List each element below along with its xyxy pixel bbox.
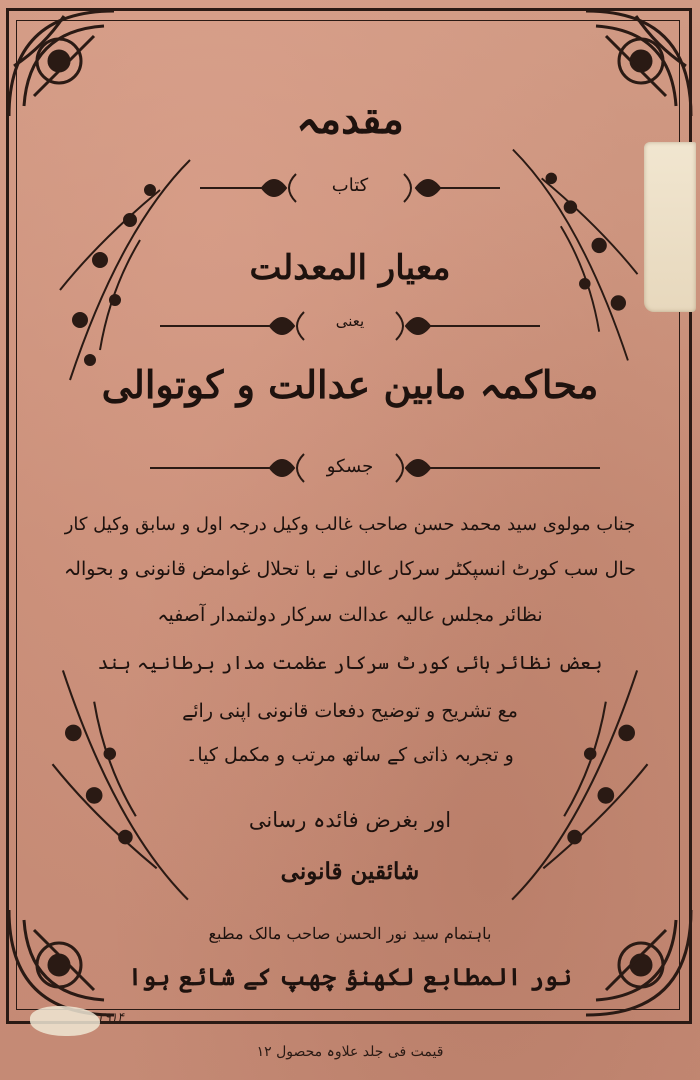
book-name: معیار المعدلت <box>249 248 451 288</box>
body-line-3: نظائر مجلس عالیہ عدالت سرکار دولتمدار آصفیہ <box>157 604 543 626</box>
body-line-7: اور بغرض فائدہ رسانی <box>248 808 452 832</box>
corner-ornament-bottom-right <box>546 900 696 1020</box>
press-line: نور المطابع لکھنؤ چھپ کے شائع ہوا <box>128 962 572 991</box>
stamp-text: ۲۹۱۴ <box>98 1010 124 1024</box>
publisher-line: باہتمام سید نور الحسن صاحب مالک مطبع <box>208 924 492 943</box>
price-line: قیمت فی جلد علاوہ محصول ۱۲ <box>256 1044 444 1060</box>
label-yani: یعنی <box>335 312 365 330</box>
stamp-patch <box>30 1006 100 1036</box>
body-line-6: و تجربہ ذاتی کے ساتھ مرتب و مکمل کیا۔ <box>186 744 514 766</box>
body-line-4: بعض نظائر ہائی کورٹ سرکار عظمت مدار برطانیہ ہند <box>97 652 603 674</box>
subtitle: محاکمہ مابین عدالت و کوتوالی <box>101 362 599 407</box>
body-line-5: مع تشریح و توضیح دفعات قانونی اپنی رائے <box>182 700 518 722</box>
body-line-1: جناب مولوی سید محمد حسن صاحب غالب وکیل درجہ اول و سابق وکیل کار <box>64 514 636 535</box>
label-jisko: جسکو <box>326 456 374 477</box>
corner-ornament-bottom-left <box>4 900 154 1020</box>
body-line-8: شائقین قانونی <box>280 858 420 885</box>
label-kitab: کتاب <box>331 175 369 196</box>
page-title: مقدمہ <box>296 96 404 143</box>
body-line-2: حال سب کورٹ انسپکٹر سرکار عالی نے با تحلال غوامض قانونی و بحوالہ <box>64 558 636 580</box>
